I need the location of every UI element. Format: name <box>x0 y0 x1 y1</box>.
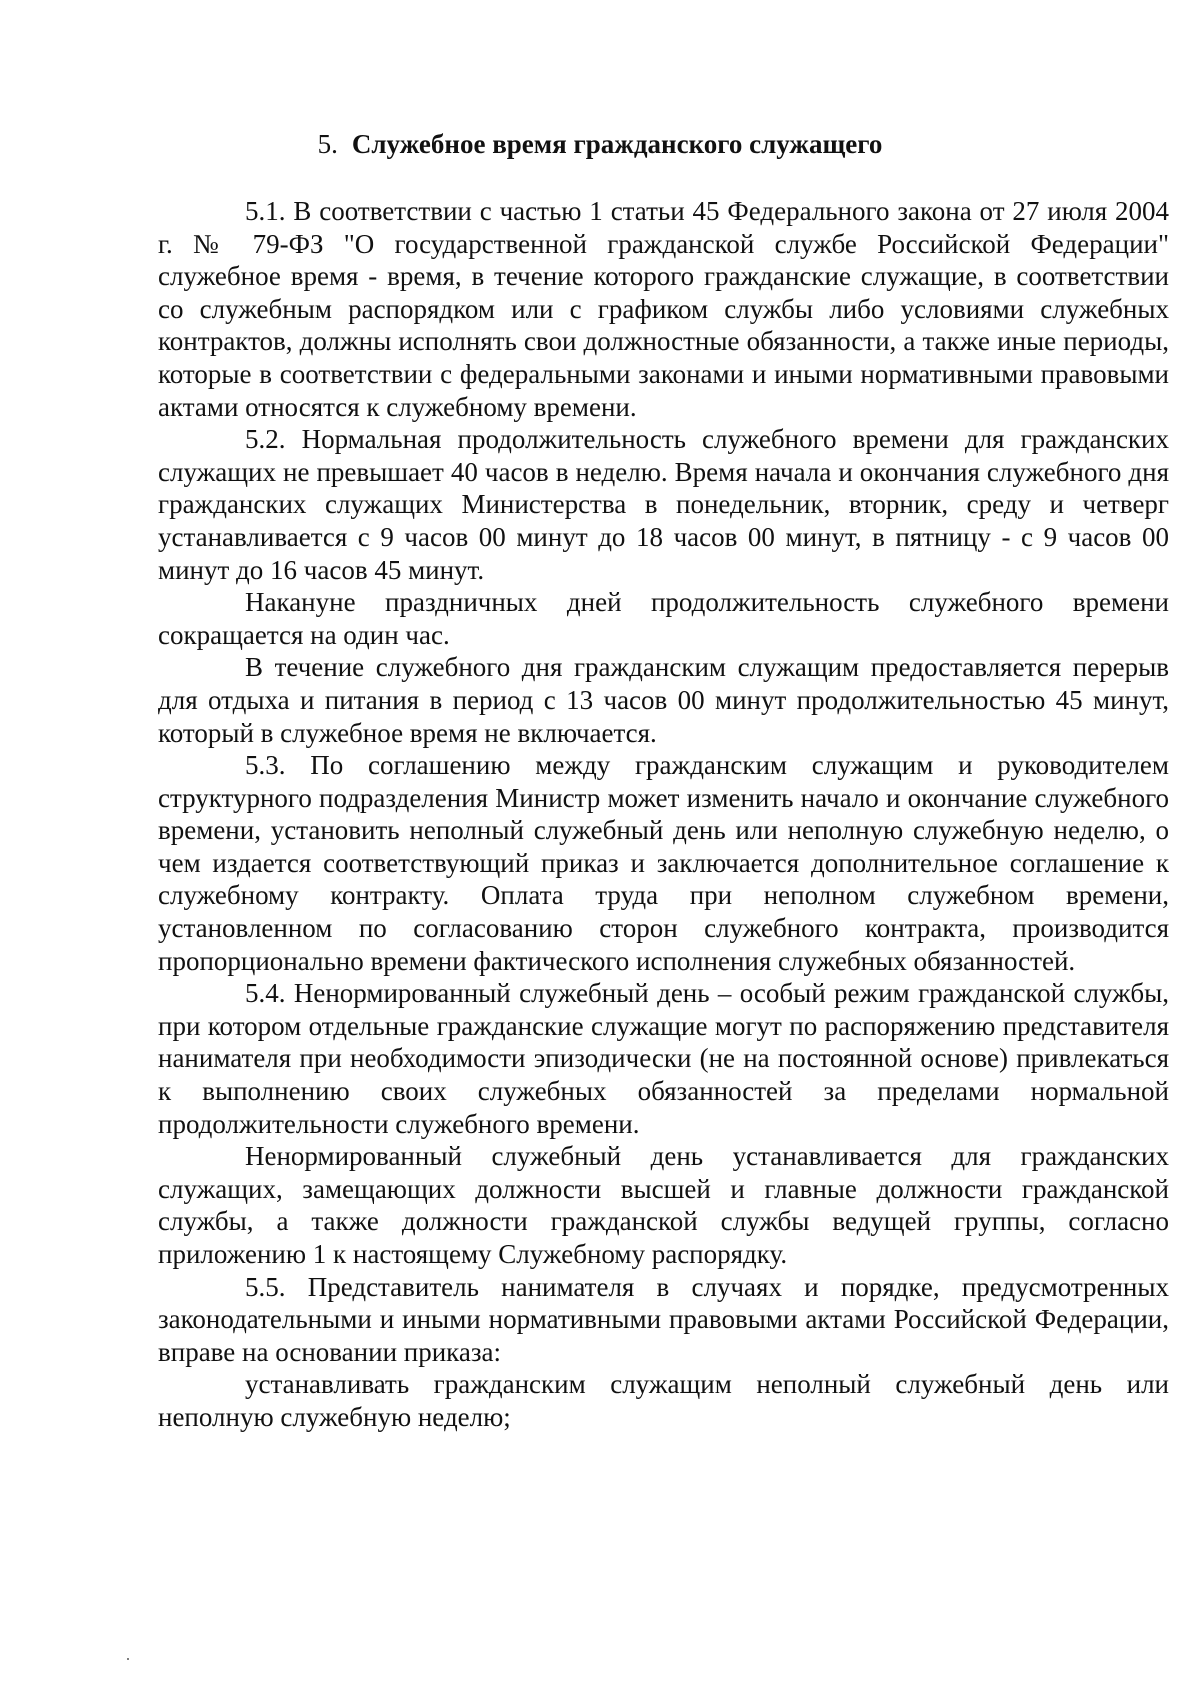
paragraph-holiday-eve: Накануне праздничных дней продолжительность служебного времени сокращается на один час. <box>158 587 1169 650</box>
section-heading <box>0 128 1200 160</box>
paragraph-irregular-day: Ненормированный служебный день устанавливается для гражданских служащих, замещающих должности высшей и главные должности гражданской службы, а также должности гражданской службы ведущей группы, согласно приложению 1 к настоящему Служебному распорядку. <box>158 1141 1169 1269</box>
paragraph-lunch-break: В течение служебного дня гражданским служащим предоставляется перерыв для отдыха и питания в период с 13 часов 00 минут продолжительностью 45 минут, который в служебное время не включается. <box>158 652 1169 748</box>
paragraph-part-time: устанавливать гражданским служащим неполный служебный день или неполную служебную неделю; <box>158 1369 1169 1432</box>
paragraph-5-2: 5.2. Нормальная продолжительность служебного времени для гражданских служащих не превышает 40 часов в неделю. Время начала и окончания служебного дня гражданских служащих Министерства в понедельник, вторник, среду и четверг устанавливается с 9 часов 00 минут до 18 часов 00 минут, в пятницу - с 9 часов 00 минут до 16 часов 45 минут. <box>158 424 1169 585</box>
paragraph-5-4: 5.4. Ненормированный служебный день – особый режим гражданской службы, при котором отдельные гражданские служащие могут по распоряжению представителя нанимателя при необходимости эпизодически (не на постоянной основе) привлекаться к выполнению своих служебных обязанностей за пределами нормальной продолжительности служебного времени. <box>158 978 1169 1139</box>
section-title: Служебное время гражданского служащего <box>351 129 883 159</box>
paragraph-5-5: 5.5. Представитель нанимателя в случаях и порядке, предусмотренных законодательными и иными нормативными правовыми актами Российской Федерации, вправе на основании приказа: <box>158 1271 1169 1367</box>
paragraph-5-3: 5.3. По соглашению между гражданским служащим и руководителем структурного подразделения Министр может изменить начало и окончание служебного времени, установить неполный служебный день или неполную служебную неделю, о чем издается соответствующий приказ и заключается дополнительное соглашение к служебному контракту. Оплата труда при неполном служебном времени, установленном по согласованию сторон служебного контракта, производится пропорционально времени фактического исполнения служебных обязанностей. <box>158 750 1169 976</box>
scan-speck <box>127 1658 129 1660</box>
document-body <box>158 195 1169 1434</box>
section-number: 5. <box>317 129 338 159</box>
paragraph-5-1: 5.1. В соответствии с частью 1 статьи 45 Федерального закона от 27 июля 2004 г. № 79-ФЗ "О государственной гражданской службе Российской Федерации" служебное время - время, в течение которого гражданские служащие, в соответствии со служебным распорядком или с графиком службы либо условиями служебных контрактов, должны исполнять свои должностные обязанности, а также иные периоды, которые в соответствии с федеральными законами и иными нормативными правовыми актами относятся к служебному времени. <box>158 196 1169 422</box>
